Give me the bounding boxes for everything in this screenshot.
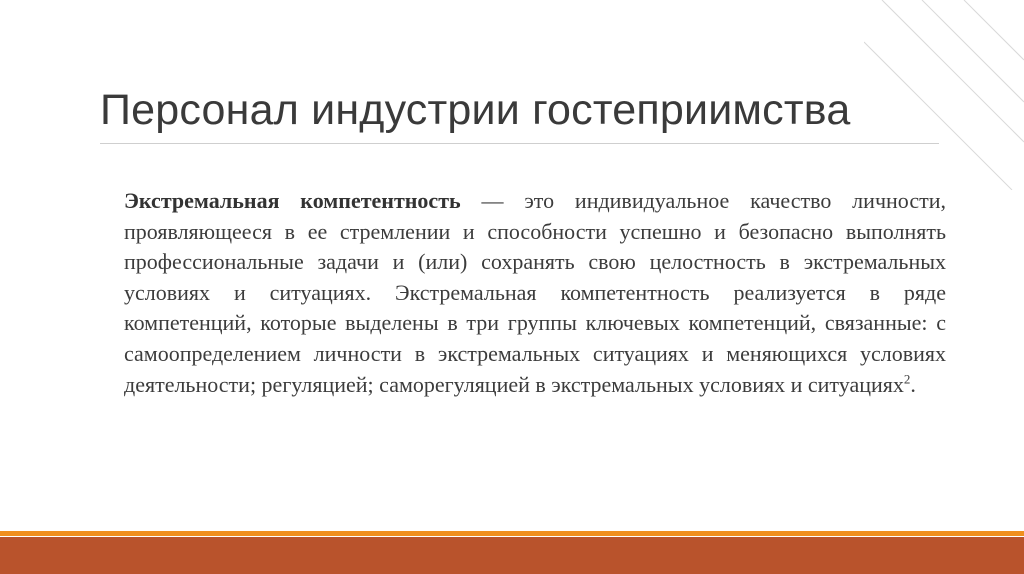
title-underline bbox=[100, 143, 939, 144]
definition-paragraph bbox=[124, 186, 946, 400]
slide-title: Персонал индустрии гостеприимства bbox=[100, 86, 851, 134]
footer-accent-line bbox=[0, 531, 1024, 536]
footnote-reference: 2 bbox=[903, 371, 911, 387]
defined-term: Экстремальная компетентность bbox=[124, 188, 461, 213]
footer-accent-band bbox=[0, 537, 1024, 574]
paragraph-end: . bbox=[910, 371, 916, 397]
corner-line-decoration bbox=[864, 0, 1024, 190]
definition-text: — это индивидуальное качество личности, проявляющееся в ее стремлении и способности успешно и безопасно выполнять профессиональные задачи и (или) сохранять свою целостность в экстремальных условиях и ситуациях. Экстремальная компетентность реализуется в ряде компетенций, которые выделены в три группы ключевых компетенций, связанные: с самоопределением личности в экстремальных ситуациях и меняющихся условиях деятельности; регуляцией; саморегуляцией в экстремальных условиях и ситуациях bbox=[124, 188, 946, 397]
